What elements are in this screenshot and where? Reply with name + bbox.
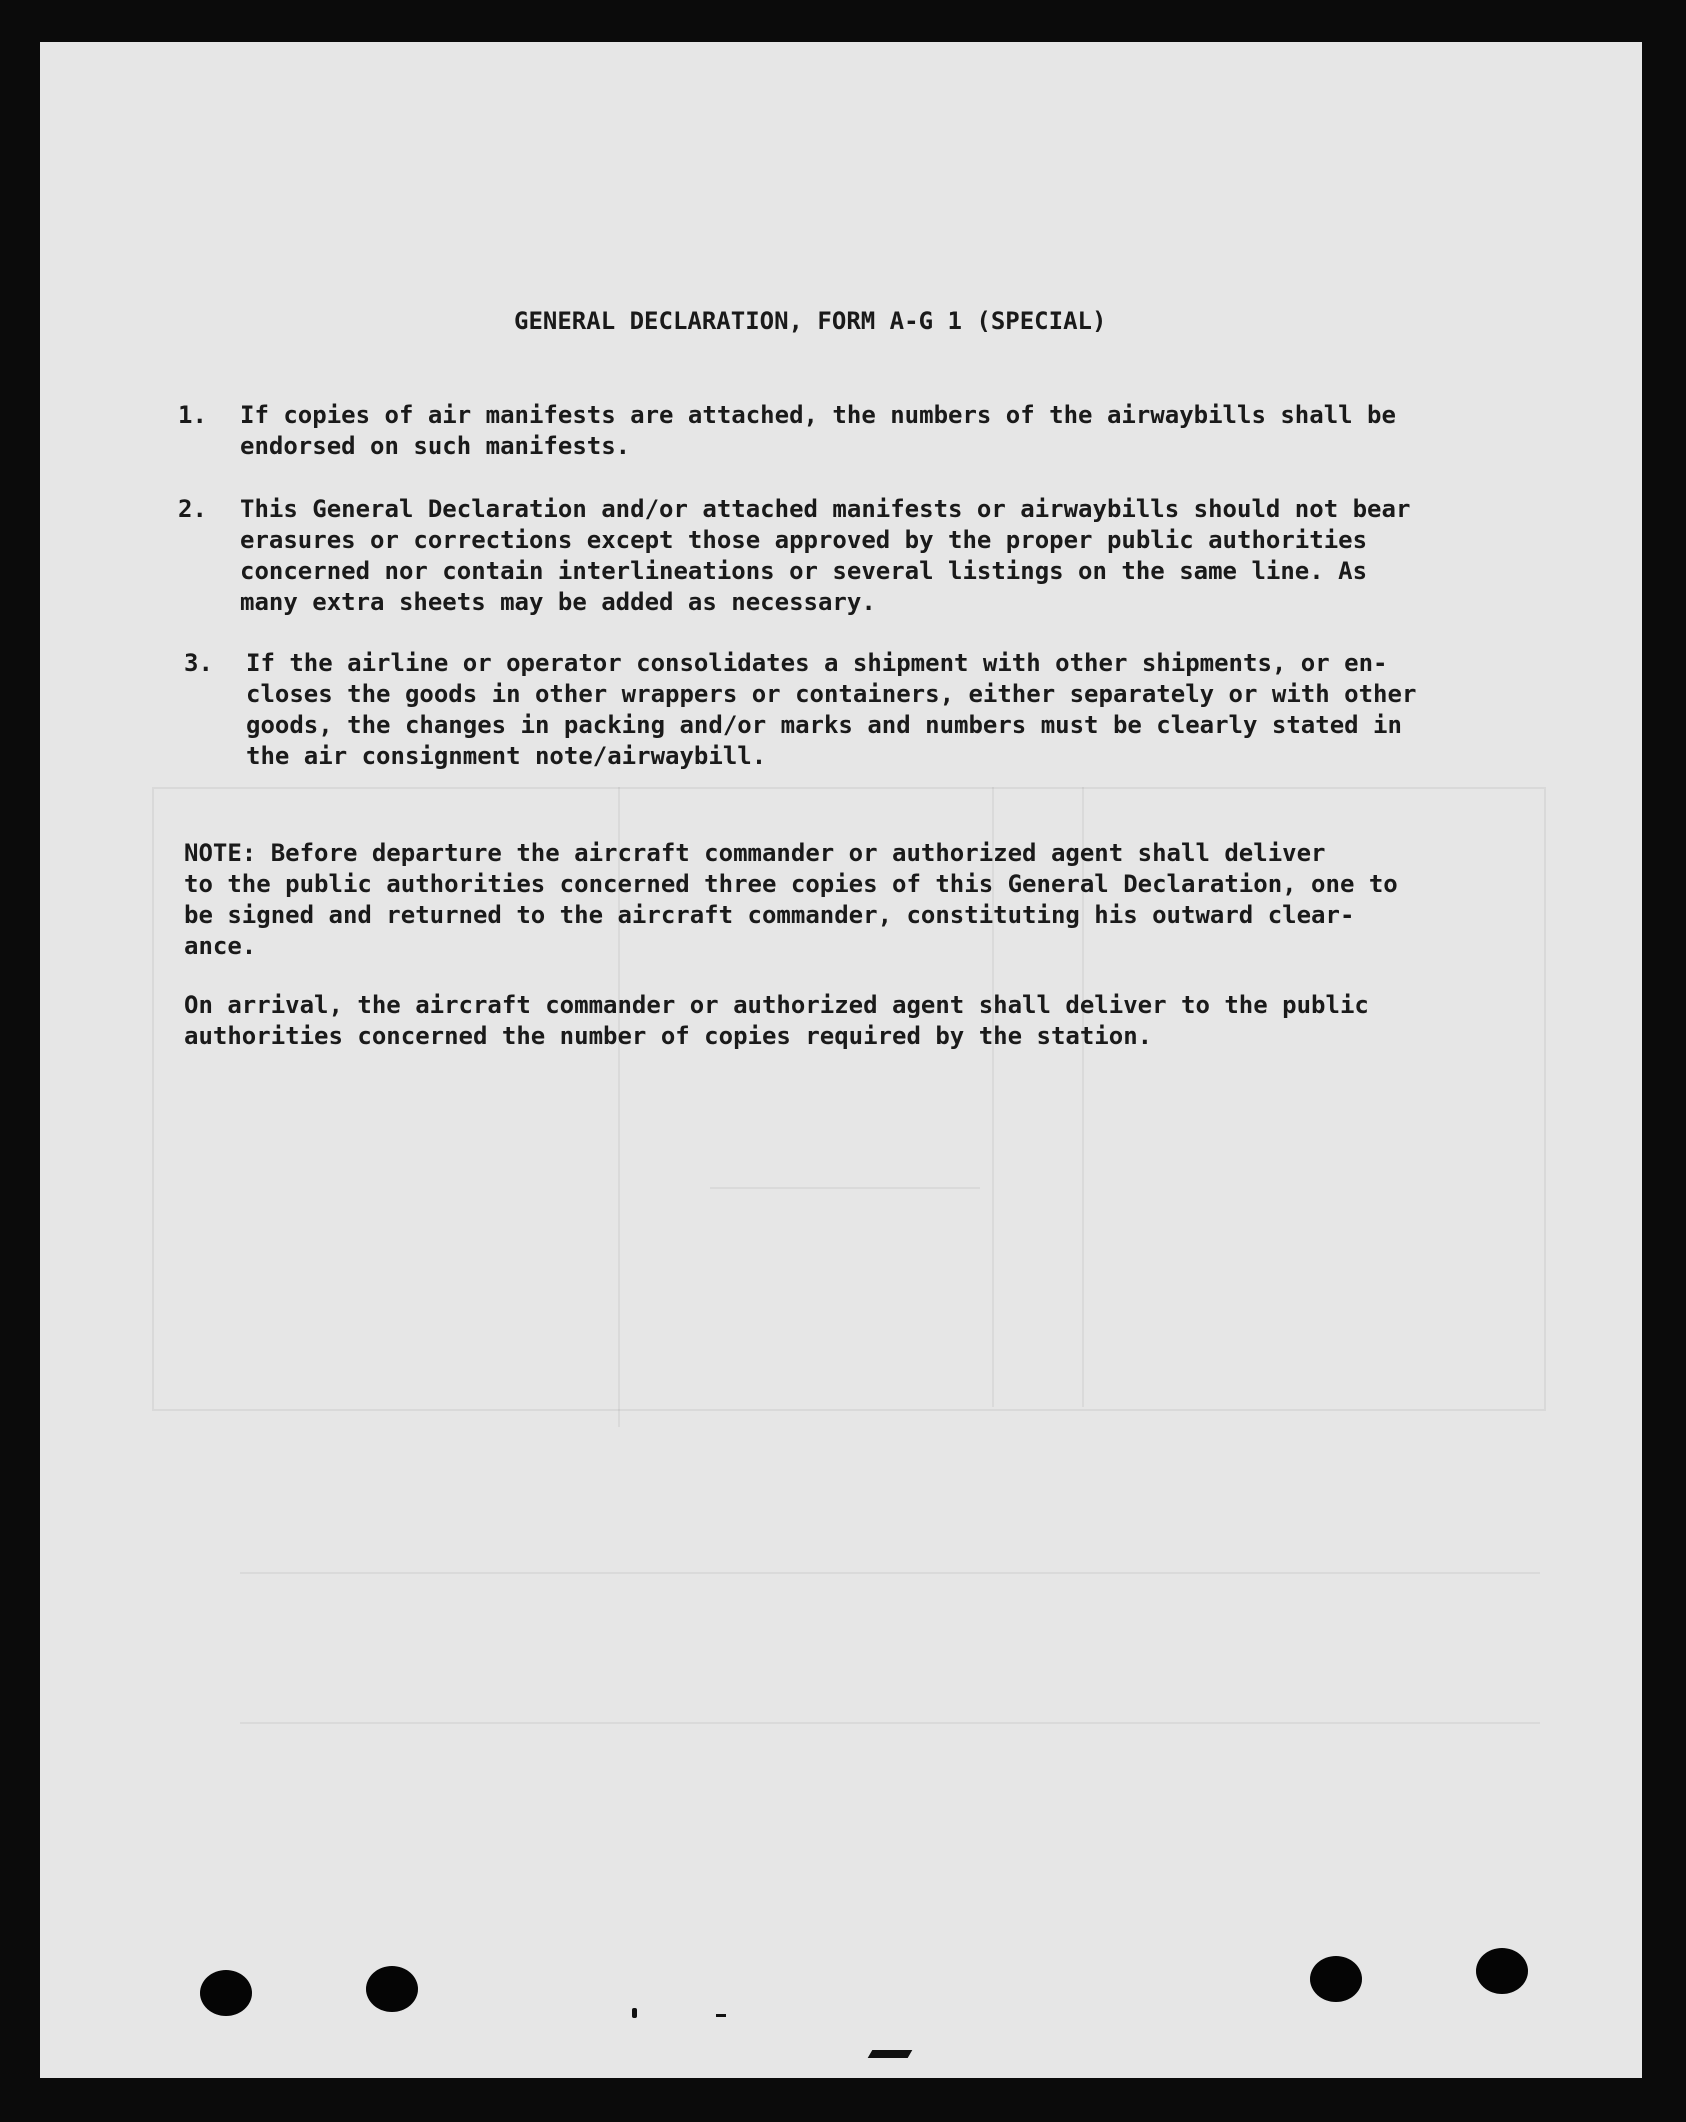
item-line: If copies of air manifests are attached, the numbers of the airwaybills shall be [240,401,1396,429]
punch-hole [366,1966,418,2012]
item-line: endorsed on such manifests. [240,432,631,460]
arrival-paragraph [184,990,1369,1052]
note-paragraph [184,838,1398,962]
punch-hole [200,1970,252,2016]
scan-speck [716,2014,726,2017]
note-line: NOTE: Before departure the aircraft commander or authorized agent shall deliver [184,839,1326,867]
note-line: ance. [184,932,257,960]
punch-hole [1476,1948,1528,1994]
item-line: If the airline or operator consolidates a shipment with other shipments, or en- [246,649,1388,677]
punch-hole [1310,1956,1362,2002]
bleed-through-rule [240,1722,1540,1724]
note-line: to the public authorities concerned three copies of this General Declaration, one to [184,870,1398,898]
arrival-line: authorities concerned the number of copies required by the station. [184,1022,1153,1050]
item-line: This General Declaration and/or attached manifests or airwaybills should not bear [240,495,1411,523]
item-number: 2. [178,495,207,523]
bleed-through-rule [240,1572,1540,1574]
item-line: erasures or corrections except those approved by the proper public authorities [240,526,1368,554]
page-title: GENERAL DECLARATION, FORM A-G 1 (SPECIAL) [514,307,1107,335]
item-line: closes the goods in other wrappers or containers, either separately or with other [246,680,1417,708]
document-page [40,42,1642,2078]
item-body [240,400,1396,462]
item-line: the air consignment note/airwaybill. [246,742,767,770]
item-body [240,494,1410,618]
item-number: 1. [178,401,207,429]
note-line: be signed and returned to the aircraft commander, constituting his outward clear- [184,901,1355,929]
item-body [246,648,1416,772]
item-number: 3. [184,649,213,677]
scan-speck [632,2008,637,2018]
scan-speck [868,2050,913,2058]
item-line: goods, the changes in packing and/or marks and numbers must be clearly stated in [246,711,1402,739]
bleed-through-rule [710,1187,980,1189]
arrival-line: On arrival, the aircraft commander or authorized agent shall deliver to the public [184,991,1369,1019]
item-line: concerned nor contain interlineations or several listings on the same line. As [240,557,1368,585]
item-line: many extra sheets may be added as necessary. [240,588,876,616]
